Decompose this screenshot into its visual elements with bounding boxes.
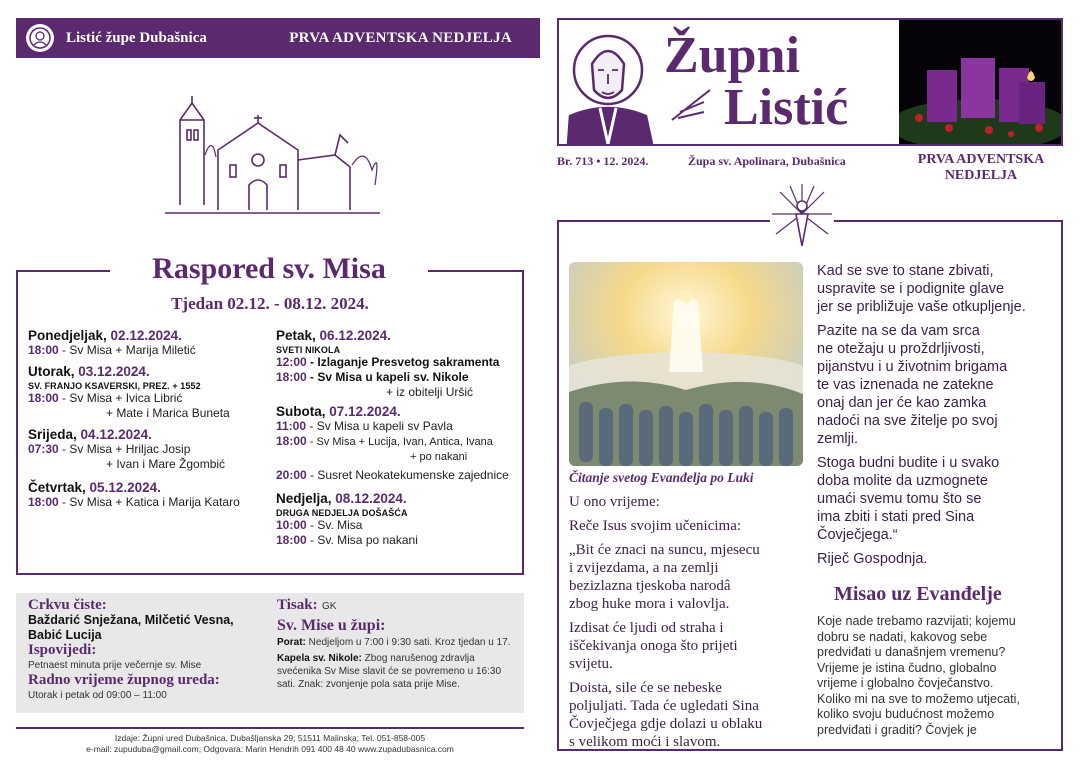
text-line: umaći svemu tomu što se <box>817 491 982 507</box>
text-line: Reče Isus svojim učenicima: <box>569 518 742 534</box>
day-friday <box>276 328 521 343</box>
mass-line-cont: + Mate i Marica Buneta <box>106 406 230 420</box>
mass-line-cont: + po nakani <box>410 451 468 463</box>
gospel-caption: Čitanje svetog Evanđelja po Luki <box>569 470 754 485</box>
day-date: 08.12.2024. <box>335 491 407 506</box>
text-line: nadoći na sve žitelje po svoj <box>817 413 998 429</box>
header-title: Listić župe Dubašnica <box>66 29 207 46</box>
day-date: 06.12.2024. <box>319 328 391 343</box>
text-line: ima zbiti i stati pred Sina <box>817 509 975 525</box>
text-line: Stoga budni budite i u svako <box>817 455 1000 471</box>
mass-time: 18:00 <box>28 495 59 509</box>
reflection-text <box>817 614 1057 738</box>
mass-desc: - Sv Misa + Katica i Marija Kataro <box>58 495 240 509</box>
mass-line <box>276 533 521 548</box>
mass-desc: - Sv Misa + Hriljac Josip <box>58 442 191 456</box>
text-line: predviđati i graditi? Čovjek je <box>817 722 977 737</box>
gospel-illustration <box>569 262 803 466</box>
mass-line <box>28 343 278 358</box>
mass-time: 18:00 <box>276 533 307 547</box>
masthead-title-1: Župni <box>664 27 800 84</box>
text-line: Čovječjega.“ <box>817 527 898 543</box>
day-wednesday <box>28 427 278 442</box>
text-line: zemlji. <box>817 431 859 447</box>
text-line: predviđati u današnjem vremenu? <box>817 645 1006 659</box>
mass-line-cont: + iz obitelji Uršić <box>386 385 474 399</box>
day-label: Nedjelja, <box>276 491 332 506</box>
text-line: bezizlazna tjeskoba narodâ <box>569 578 731 594</box>
day-label: Četvrtak, <box>28 480 86 495</box>
schedule-right-column <box>276 328 521 548</box>
issue-number: Br. 713 • 12. 2024. <box>557 154 649 168</box>
day-date: 04.12.2024. <box>80 427 152 442</box>
feast-label: SV. FRANJO KSAVERSKI, PREZ. + 1552 <box>28 381 201 391</box>
porat-line <box>277 636 517 649</box>
text-line: „Bit će znaci na suncu, mjesecu <box>569 542 760 558</box>
day-date: 03.12.2024. <box>78 364 150 379</box>
mass-line <box>276 434 521 450</box>
day-monday <box>28 328 278 343</box>
text-line: zbog huke mora i valovlja. <box>569 596 730 612</box>
mass-desc: - Sv. Misa po nakani <box>306 533 418 547</box>
clean-heading: Crkvu čiste: <box>28 597 107 613</box>
sunday-name-line-1: PRVA ADVENTSKA <box>917 152 1045 167</box>
advent-candles-image <box>899 20 1061 144</box>
mass-line <box>276 355 521 370</box>
text-line: doba molite da uzmognete <box>817 473 988 489</box>
text-line: U ono vrijeme: <box>569 494 660 510</box>
left-header-bar <box>16 18 540 58</box>
schedule-left-column <box>28 328 278 510</box>
mass-line <box>28 495 278 510</box>
gospel-text-right <box>817 262 1057 568</box>
reflection-title: Misao uz Evanđelje <box>834 583 1002 605</box>
text-line: Koje nade trebamo razvijati; kojemu <box>817 614 1016 628</box>
mass-time: 11:00 <box>276 419 307 433</box>
mass-line-cont: + Ivan i Mare Žgombić <box>106 457 226 471</box>
text-line: koliko svoju budućnost možemo <box>817 707 995 721</box>
saint-logo-icon <box>26 24 54 52</box>
chapel-label: Kapela sv. Nikole: <box>277 653 362 664</box>
mass-line <box>28 442 278 457</box>
info-left <box>28 598 268 703</box>
text-line: uspravite se i podignite glave <box>817 281 1005 297</box>
mass-desc: - Sv Misa u kapeli sv Pavla <box>306 419 453 433</box>
feast-label: DRUGA NEDJELJA DOŠAŠĆA <box>276 508 408 518</box>
feast-label: SVETI NIKOLA <box>276 345 341 355</box>
mass-desc: - Sv Misa + Ivica Librić <box>58 391 183 405</box>
mass-time: 10:00 <box>276 518 307 532</box>
day-label: Utorak, <box>28 364 75 379</box>
text-line: Koliko mi na sve to možemo utjecati, <box>817 691 1020 706</box>
day-thursday <box>28 480 278 495</box>
footer <box>16 733 524 755</box>
text-line: Vrijeme je istina čudno, globalno <box>817 660 997 675</box>
print-heading: Tisak: <box>277 597 318 613</box>
christ-rays-icon <box>770 180 834 252</box>
day-label: Srijeda, <box>28 427 77 442</box>
mass-desc: - Izlaganje Presvetog sakramenta <box>306 355 500 369</box>
text-line: Čovječjega gdje dolazi u oblaku <box>569 716 763 732</box>
day-label: Ponedjeljak, <box>28 328 107 343</box>
mass-time: 20:00 <box>276 468 307 482</box>
text-line: Izdisat će ljudi od straha i <box>569 620 724 636</box>
mass-line <box>28 391 278 406</box>
mass-line <box>276 419 521 434</box>
footer-line-1: Izdaje: Župni ured Dubašnica, Dubašljanska 29; 51511 Malinska; Tel. 051-858-005 <box>114 733 426 743</box>
schedule-week: Tjedan 02.12. - 08.12. 2024. <box>171 294 369 313</box>
footer-line-2: e-mail: zupuduba@gmail.com; Odgovara: Marin Hendrih 091 400 48 40 www.zupadubasnica.com <box>86 744 454 754</box>
day-tuesday <box>28 364 278 379</box>
day-date: 07.12.2024. <box>329 404 401 419</box>
masses-heading: Sv. Mise u župi: <box>277 617 386 634</box>
confession-heading: Ispovijedi: <box>28 642 97 658</box>
mass-desc: - Sv. Misa <box>306 518 363 532</box>
porat-label: Porat: <box>277 637 306 648</box>
sunday-name-line-2: NEDJELJA <box>944 168 1018 183</box>
text-line: s velikom moći i slavom. <box>569 734 721 750</box>
footer-divider <box>16 727 524 729</box>
mass-time: 07:30 <box>28 442 59 456</box>
mass-desc: - Sv Misa + Marija Miletić <box>58 343 196 357</box>
clean-names-2: Babić Lucija <box>28 628 102 642</box>
clean-names: Baždarić Snježana, Milčetić Vesna, <box>28 613 234 627</box>
chapel-text: Zbog narušenog zdravlja <box>361 653 475 664</box>
text-line: vrijeme i globalno čovječanstvo. <box>817 676 994 690</box>
porat-text: Nedjeljom u 7:00 i 9:30 sati. Kroz tjedan u 17. <box>305 637 511 648</box>
text-line: Riječ Gospodnja. <box>817 551 928 567</box>
office-hours: Utorak i petak od 09:00 – 11:00 <box>28 690 167 701</box>
chapel-line-3: sati. Znak: zvonjenje pola sata prije Mise. <box>277 679 460 690</box>
church-illustration <box>160 95 385 220</box>
text-line: jer se približuje vaše otkupljenje. <box>817 299 1026 315</box>
mass-time: 18:00 <box>28 343 59 357</box>
mass-desc: - Sv Misa + Lucija, Ivan, Antica, Ivana <box>306 436 493 448</box>
mass-desc: - Sv Misa u kapeli sv. Nikole <box>306 370 469 384</box>
mass-time: 12:00 <box>276 355 307 369</box>
text-line: te vas iznenada ne zatekne <box>817 377 994 393</box>
schedule-title: Raspored sv. Misa <box>110 252 428 286</box>
mass-desc: - Susret Neokatekumenske zajednice <box>306 468 509 482</box>
sunday-name <box>896 152 1066 184</box>
text-line: svijetu. <box>569 656 613 672</box>
day-label: Petak, <box>276 328 316 343</box>
day-sunday <box>276 491 521 506</box>
text-line: Kad se sve to stane zbivati, <box>817 263 994 279</box>
info-right <box>277 598 517 691</box>
mass-line <box>276 518 521 533</box>
masthead-title-2: Listić <box>724 79 849 136</box>
chapel-line-2: svećenika Sv Mise slavit će se povremeno u 16:30 <box>277 666 501 677</box>
day-label: Subota, <box>276 404 326 419</box>
header-subtitle: PRVA ADVENTSKA NEDJELJA <box>289 29 512 46</box>
mass-line <box>276 370 521 385</box>
mass-line <box>276 468 521 483</box>
text-line: pijanstvu i u životnim brigama <box>817 359 1008 375</box>
text-line: dobru se nadati, kakovog sebe <box>817 629 988 644</box>
gospel-text-left <box>569 493 809 751</box>
saint-apollinaris-illustration <box>560 20 660 144</box>
day-date: 02.12.2024. <box>110 328 182 343</box>
text-line: Pazite na se da vam srca <box>817 323 980 339</box>
mass-time: 18:00 <box>28 391 59 405</box>
day-date: 05.12.2024. <box>89 480 161 495</box>
parish-name: Župa sv. Apolinara, Dubašnica <box>688 154 846 168</box>
confession-text: Petnaest minuta prije večernje sv. Mise <box>28 660 202 671</box>
office-heading: Radno vrijeme župnog ureda: <box>28 672 220 688</box>
text-line: i zvijezdama, a na zemlji <box>569 560 719 576</box>
text-line: iščekivanja onoga što prijeti <box>569 638 738 654</box>
mass-time: 18:00 <box>276 370 307 384</box>
mass-time: 18:00 <box>276 434 307 448</box>
text-line: Doista, sile će se nebeske <box>569 680 722 696</box>
text-line: onaj dan jer će kao zamka <box>817 395 987 411</box>
chapel-line <box>277 652 517 665</box>
print-value: GK <box>322 601 337 612</box>
text-line: ne otežaju u proždrljivosti, <box>817 341 985 357</box>
day-saturday <box>276 404 521 419</box>
text-line: poljuljati. Tada će ugledati Sina <box>569 698 759 714</box>
